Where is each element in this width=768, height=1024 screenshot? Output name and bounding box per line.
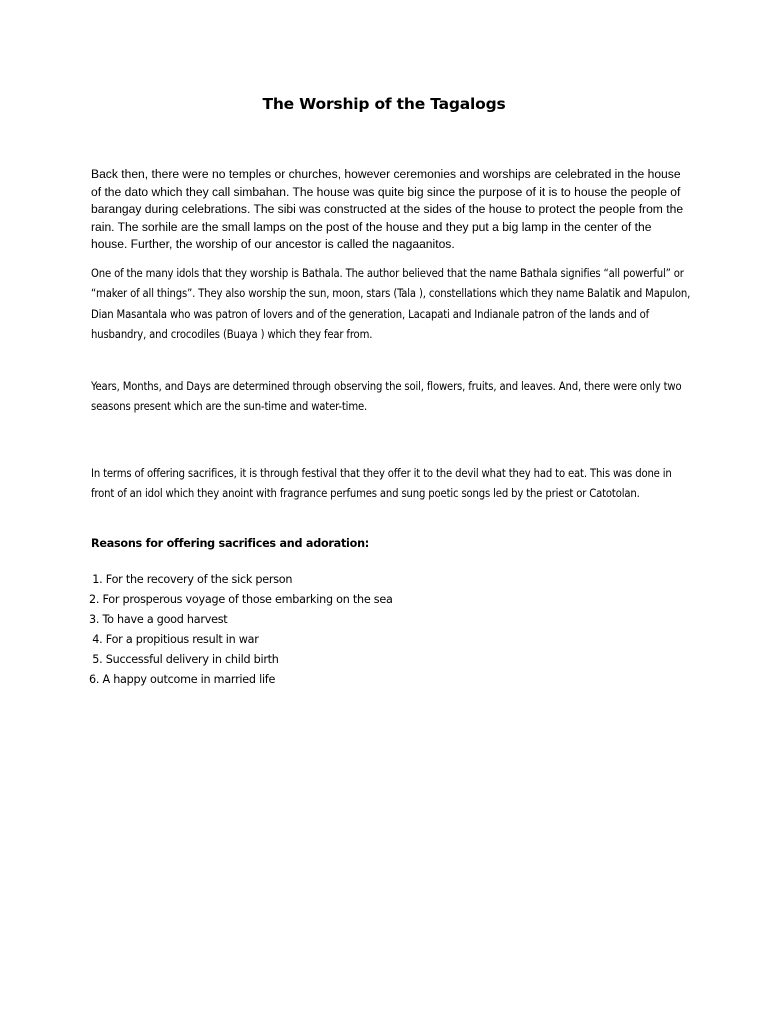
list-item: 1. For the recovery of the sick person	[89, 573, 293, 586]
paragraph-sacrifices: In terms of offering sacrifices, it is through festival that they offer it to the devil what they had to eat. This was done in front of an idol which they anoint with fragrance perfumes and sung poetic songs led by the priest or Catotolan.	[91, 467, 672, 501]
list-heading: Reasons for offering sacrifices and adoration:	[91, 537, 370, 550]
paragraph-seasons: Years, Months, and Days are determined through observing the soil, flowers, fruits, and leaves. And, there were only two seasons present which are the sun-time and water-time.	[91, 380, 682, 414]
page-title: The Worship of the Tagalogs	[262, 95, 506, 113]
list-item: 4. For a propitious result in war	[89, 633, 259, 646]
list-item: 2. For prosperous voyage of those embarking on the sea	[89, 593, 393, 606]
paragraph-idols: One of the many idols that they worship is Bathala. The author believed that the name Bathala signifies “all powerful” or “maker of all things”. They also worship the sun, moon, stars (Tala ), constellations which they name Balatik and Mapulon, Dian Masantala who was patron of lovers and of the generation, Lacapati and Indianale patron of the lands and of husbandry, and crocodiles (Buaya ) which they fear from.	[91, 267, 691, 341]
list-item: 6. A happy outcome in married life	[89, 673, 276, 686]
list-item: 3. To have a good harvest	[89, 613, 228, 626]
paragraph-temples: Back then, there were no temples or churches, however ceremonies and worships are celebrated in the house of the dato which they call simbahan. The house was quite big since the purpose of it is to house the people of barangay during celebrations. The sibi was constructed at the sides of the house to protect the people from the rain. The sorhile are the small lamps on the post of the house and they put a big lamp in the center of the house. Further, the worship of our ancestor is called the nagaanitos.	[91, 167, 684, 251]
reasons-list	[89, 570, 393, 690]
list-item: 5. Successful delivery in child birth	[89, 653, 279, 666]
